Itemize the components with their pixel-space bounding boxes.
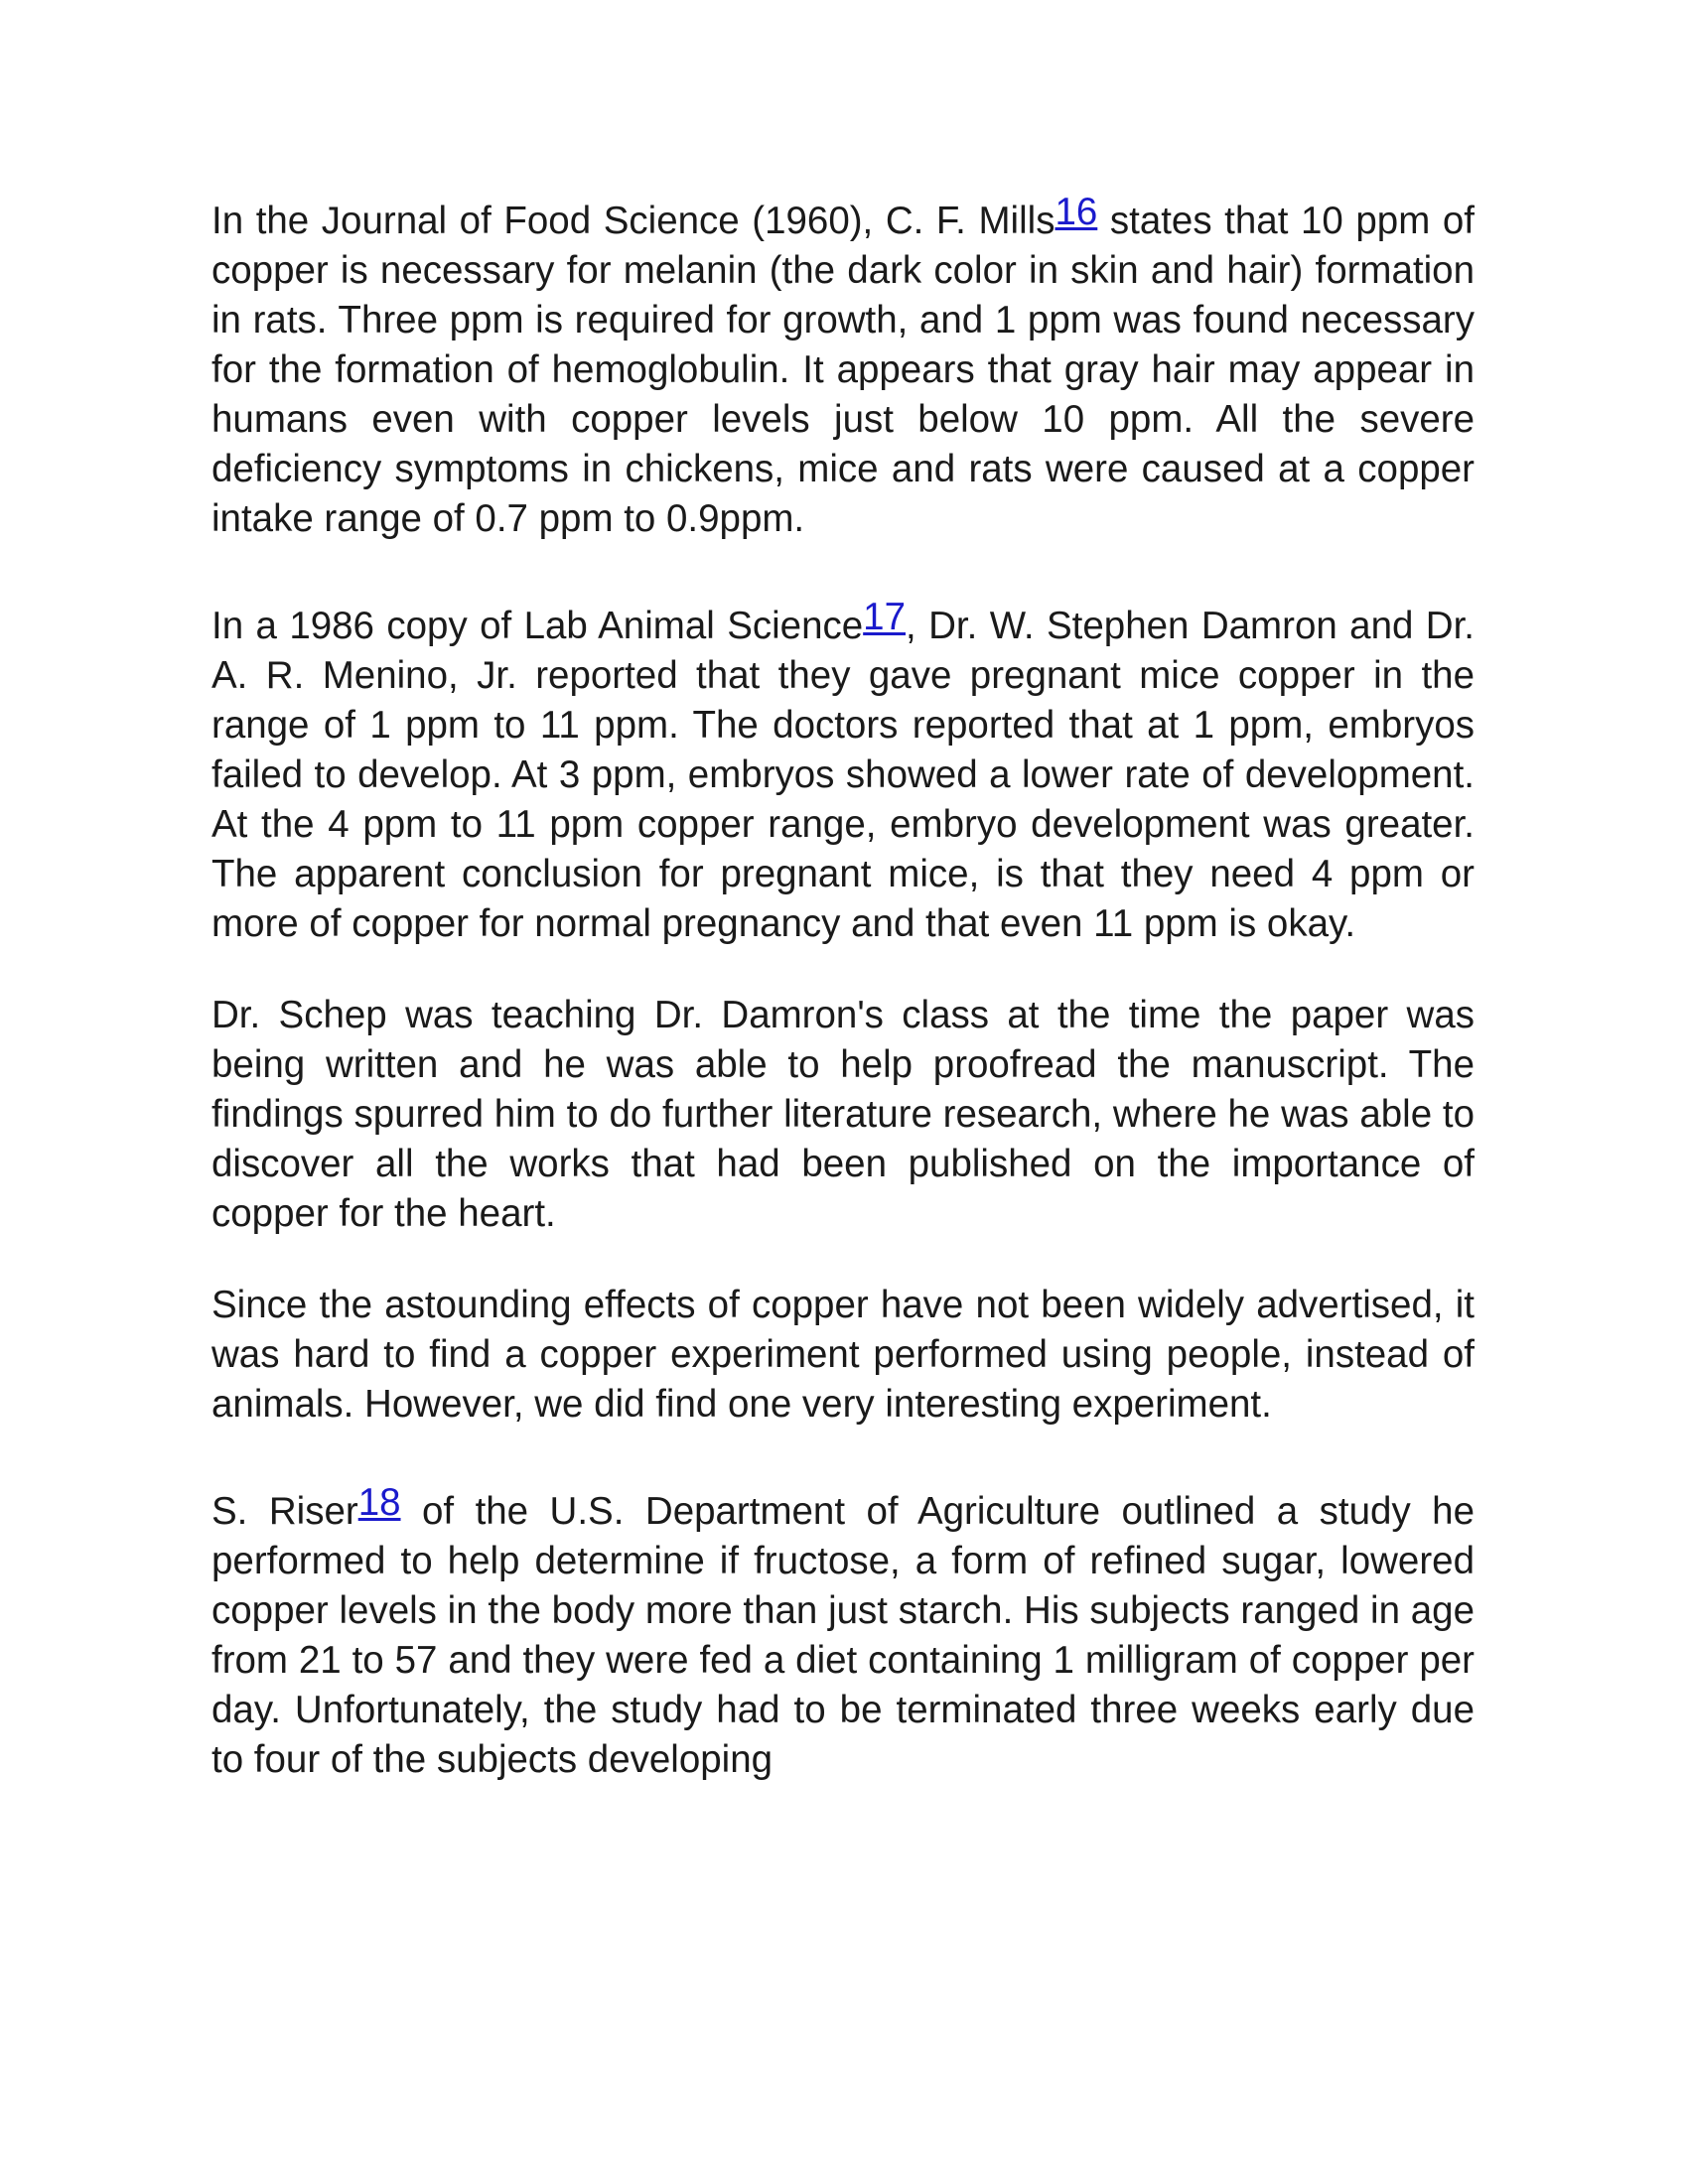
- paragraph-text-before: In the Journal of Food Science (1960), C. F. Mills: [211, 200, 1055, 242]
- paragraph-riser-study: [211, 1481, 1475, 1785]
- paragraph-copper-experiment: [211, 1281, 1475, 1430]
- footnote-link-18[interactable]: 18: [357, 1481, 401, 1524]
- paragraph-lab-animal-science: [211, 596, 1475, 949]
- footnote-link-16[interactable]: 16: [1055, 191, 1098, 233]
- paragraph-text-before: In a 1986 copy of Lab Animal Science: [211, 605, 864, 647]
- paragraph-text-after: of the U.S. Department of Agriculture outlined a study he performed to help determine if fructose, a form of refined sugar, lowered copper levels in the body more than just starch. His subjects ranged in age from 21 to 57 and they were fed a diet containing 1 milligram of copper per day. Unfortunately, the study had to be terminated three weeks early due to four of the subjects developing: [211, 1490, 1475, 1781]
- footnote-link-17[interactable]: 17: [863, 596, 906, 638]
- paragraph-text-after: , Dr. W. Stephen Damron and Dr. A. R. Menino, Jr. reported that they gave pregnant mice copper in the range of 1 ppm to 11 ppm. The doctors reported that at 1 ppm, embryos failed to develop. At 3 ppm, embryos showed a lower rate of development. At the 4 ppm to 11 ppm copper range, embryo development was greater. The apparent conclusion for pregnant mice, is that they need 4 ppm or more of copper for normal pregnancy and that even 11 ppm is okay.: [211, 605, 1475, 945]
- paragraph-mills-study: [211, 191, 1475, 544]
- paragraph-text: Since the astounding effects of copper have not been widely advertised, it was hard to find a copper experiment performed using people, instead of animals. However, we did find one very interesting experiment.: [211, 1284, 1475, 1426]
- paragraph-dr-schep: [211, 991, 1475, 1239]
- paragraph-text-after: states that 10 ppm of copper is necessary for melanin (the dark color in skin and hair) formation in rats. Three ppm is required for growth, and 1 ppm was found necessary for the formation of hemoglobulin. It appears that gray hair may appear in humans even with copper levels just below 10 ppm. All the severe deficiency symptoms in chickens, mice and rats were caused at a copper intake range of 0.7 ppm to 0.9ppm.: [211, 200, 1475, 540]
- paragraph-text: Dr. Schep was teaching Dr. Damron's class at the time the paper was being written and he was able to help proofread the manuscript. The findings spurred him to do further literature research, where he was able to discover all the works that had been published on the importance of copper for the heart.: [211, 994, 1475, 1235]
- paragraph-text-before: S. Riser: [211, 1490, 358, 1533]
- document-page: [211, 191, 1475, 1785]
